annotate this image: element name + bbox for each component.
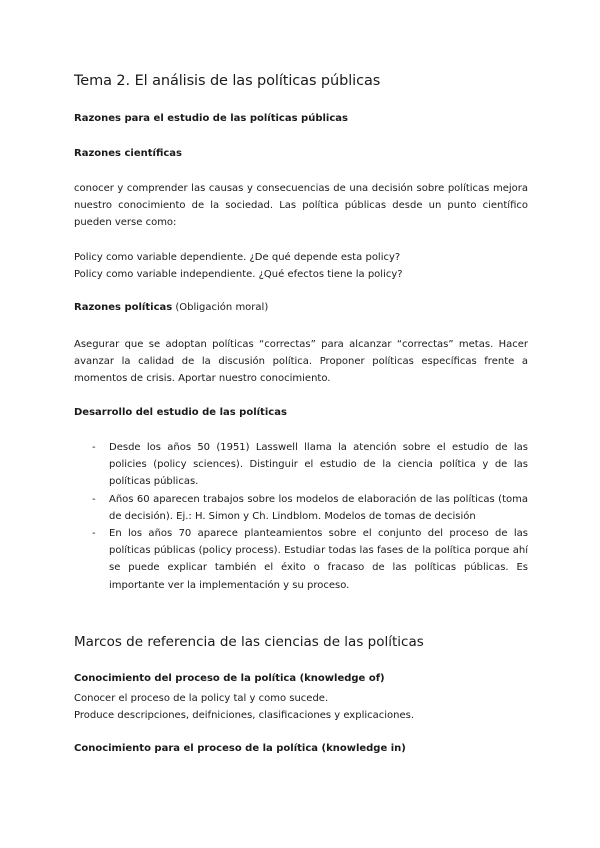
subheading-desarrollo: Desarrollo del estudio de las políticas <box>74 407 287 418</box>
line-knowledge-of-2: Produce descripciones, deifniciones, clasificaciones y explicaciones. <box>74 710 415 721</box>
bullet-marker: - <box>92 528 96 540</box>
list-item-text: Años 60 aparecen trabajos sobre los modelos de elaboración de las políticas (toma de decisión). Ej.: H. Simon y Ch. Lindblom. Modelos de tomas de decisión <box>109 493 528 522</box>
page-title: Tema 2. El análisis de las políticas públicas <box>74 73 381 89</box>
bullet-marker: - <box>92 493 96 505</box>
section-heading-razones-estudio: Razones para el estudio de las políticas públicas <box>74 113 348 124</box>
paragraph-razones-politicas: Asegurar que se adoptan políticas “correctas” para alcanzar “correctas” metas. Hacer avanzar la calidad de la discusión política. Proponer políticas específicas frente a momentos de crisis. Aportar nuestro conocimiento. <box>74 339 528 385</box>
list-item-text: En los años 70 aparece planteamientos sobre el conjunto del proceso de las políticas públicas (policy process). Estudiar todas las fases de la política porque ahí se puede explicar también el éxito o fracaso de las políticas públicas. Es importante ver la implementación y su proceso. <box>109 528 528 591</box>
heading-razones-politicas-note: (Obligación moral) <box>172 302 269 313</box>
heading-razones-politicas-text: Razones políticas <box>74 302 173 313</box>
subheading-razones-cientificas: Razones científicas <box>74 148 182 159</box>
paragraph-razones-cientificas: conocer y comprender las causas y consecuencias de una decisión sobre políticas mejora nuestro conocimiento de la sociedad. Las política públicas desde un punto científico pueden verse como: <box>74 183 528 229</box>
list-item-text: Desde los años 50 (1951) Lasswell llama la atención sobre el estudio de las policies (policy sciences). Distinguir el estudio de la ciencia política y de las políticas públicas. <box>109 442 528 488</box>
bullet-marker: - <box>92 442 96 453</box>
list-item <box>92 525 528 594</box>
bullet-list-desarrollo <box>92 439 528 594</box>
line-knowledge-of-1: Conocer el proceso de la policy tal y como sucede. <box>74 693 329 704</box>
list-item <box>92 439 528 491</box>
subheading-razones-politicas <box>74 302 528 313</box>
section-heading-marcos: Marcos de referencia de las ciencias de las políticas <box>74 634 424 650</box>
subheading-knowledge-in: Conocimiento para el proceso de la política (knowledge in) <box>74 743 406 754</box>
line-policy-dependiente: Policy como variable dependiente. ¿De qué depende esta policy? <box>74 252 401 263</box>
list-item <box>92 491 528 525</box>
subheading-knowledge-of: Conocimiento del proceso de la política (knowledge of) <box>74 673 385 684</box>
line-policy-independiente: Policy como variable independiente. ¿Qué efectos tiene la policy? <box>74 269 403 280</box>
